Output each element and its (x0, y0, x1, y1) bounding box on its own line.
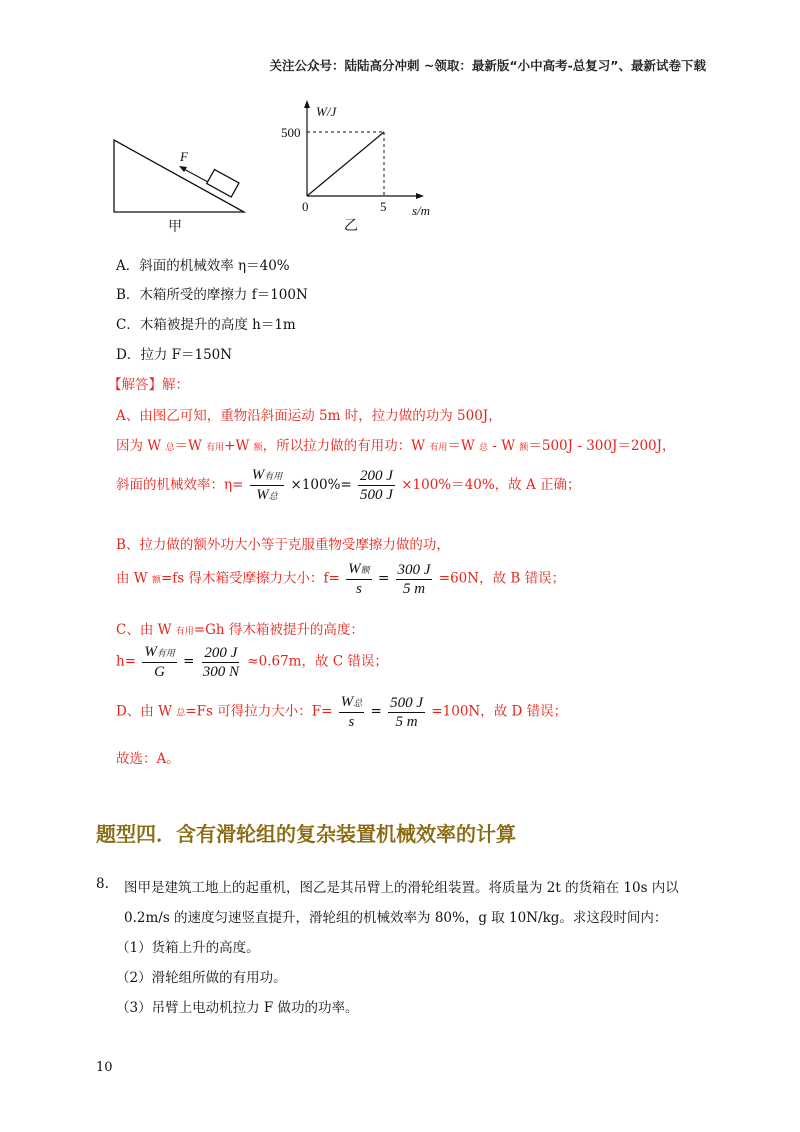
option-a: A．斜面的机械效率 η＝40% (116, 258, 290, 274)
answer-label: 【解答】解： (108, 377, 189, 393)
figure-incline (108, 130, 258, 234)
page-number: 10 (96, 1060, 113, 1075)
option-b: B．木箱所受的摩擦力 f＝100N (116, 287, 308, 303)
force-fraction: $\frac{\text{W总}}{s}$ (340, 694, 363, 730)
question-sub1: （1）货箱上升的高度。 (116, 940, 260, 956)
figure-yi-caption: 乙 (344, 219, 358, 234)
question-number: 8. (96, 876, 109, 892)
answer-conclusion: 故选：A。 (116, 751, 180, 767)
option-d: D．拉力 F＝150N (116, 347, 233, 363)
origin-label: 0 (302, 199, 309, 214)
answer-b-line2: 由 W 额=fs 得木箱受摩擦力大小：f= $\frac{\text{W额}}{s}$ = $\frac{300 J}{5 m}$ =60N，故 B 错误； (116, 561, 566, 597)
option-c: C．木箱被提升的高度 h＝1m (116, 317, 296, 333)
answer-b-line1: B、拉力做的额外功大小等于克服重物受摩擦力做的功， (116, 537, 450, 553)
answer-c-line1: C、由 W 有用=Gh 得木箱被提升的高度： (116, 622, 364, 638)
graph-line (307, 132, 384, 196)
figure-jia-caption: 甲 (168, 220, 182, 234)
figure-graph (276, 98, 446, 234)
x-axis-arrow (416, 193, 424, 199)
x-tick-5: 5 (380, 199, 387, 214)
answer-c-line2: h= $\frac{\text{W有用}}{G}$ = $\frac{200 J}{300 N}$ ≈0.67m，故 C 错误； (116, 644, 388, 680)
section-title: 题型四．含有滑轮组的复杂装置机械效率的计算 (96, 822, 516, 846)
question-line2: 0.2m/s 的速度匀速竖直提升，滑轮组的机械效率为 80%，g 取 10N/kg。求这段时间内： (124, 910, 668, 926)
y-axis-label: W/J (316, 104, 337, 119)
efficiency-value-fraction: $\frac{200 J}{500 J}$ (360, 468, 393, 503)
force-label: F (180, 149, 188, 164)
wooden-box (207, 169, 239, 197)
height-fraction: $\frac{\text{W有用}}{G}$ (144, 644, 175, 680)
friction-fraction: $\frac{\text{W额}}{s}$ (348, 561, 370, 597)
question-sub2: （2）滑轮组所做的有用功。 (116, 970, 287, 986)
answer-a-line3: 斜面的机械效率：η= $\frac{\text{W有用}}{\text{W总}}$ ×100%= $\frac{200 J}{500 J}$ ×100%＝40%，故 A 正确； (116, 467, 581, 503)
height-value-fraction: $\frac{200 J}{300 N}$ (202, 644, 239, 680)
force-arrowhead (179, 166, 187, 172)
answer-d-line: D、由 W 总=Fs 可得拉力大小：F= $\frac{\text{W总}}{s}$ = $\frac{500 J}{5 m}$ =100N，故 D 错误； (116, 694, 568, 730)
force-value-fraction: $\frac{500 J}{5 m}$ (390, 694, 424, 730)
y-tick-500: 500 (281, 125, 301, 140)
x-axis-label: s/m (412, 203, 431, 218)
efficiency-fraction: $\frac{\text{W有用}}{\text{W总}}$ (251, 467, 283, 503)
page-header: 关注公众号：陆陆高分冲刺 ~领取：最新版“小中高考-总复习”、最新试卷下载 (269, 58, 706, 73)
answer-a-line1: A、由图乙可知，重物沿斜面运动 5m 时，拉力做的功为 500J， (116, 408, 502, 424)
friction-value-fraction: $\frac{300 J}{5 m}$ (397, 561, 431, 597)
question-line1: 图甲是建筑工地上的起重机，图乙是其吊臂上的滑轮组装置。将质量为 2t 的货箱在 10s 内以 (124, 880, 679, 896)
question-sub3: （3）吊臂上电动机拉力 F 做功的功率。 (116, 1000, 359, 1016)
answer-a-line2: 因为 W 总＝W 有用+W 额，所以拉力做的有用功：W 有用＝W 总 - W 额＝500J - 300J＝200J， (116, 438, 676, 454)
y-axis-arrow (304, 100, 310, 108)
